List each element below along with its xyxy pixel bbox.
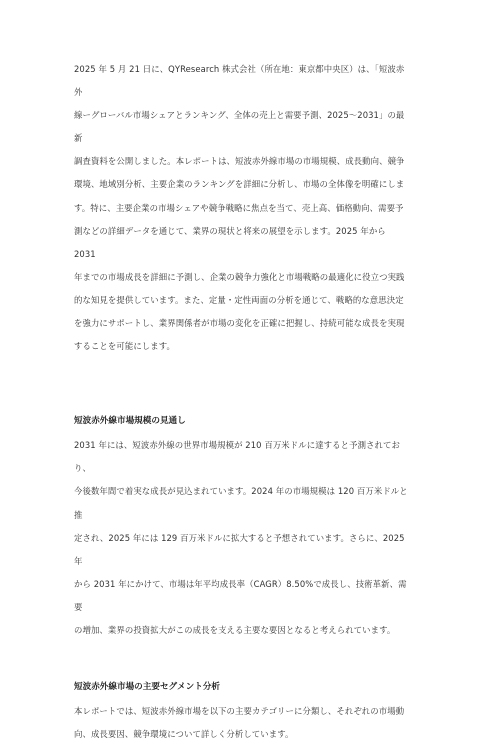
market-size-section bbox=[74, 410, 408, 642]
section-line: 本レポートでは、短波赤外線市場を以下の主要カテゴリーに分類し、それぞれの市場動 bbox=[74, 706, 405, 717]
section-line: 今後数年間で着実な成長が見込まれています。2024 年の市場規模は 120 百万米ドルと推 bbox=[74, 486, 408, 520]
intro-line: を強力にサポートし、業界関係者が市場の変化を正確に把握し、持続可能な成長を実現 bbox=[74, 318, 405, 329]
section-heading: 短波赤外線市場の主要セグメント分析 bbox=[74, 682, 221, 693]
intro-line: 的な知見を提供しています。また、定量・定性両面の分析を通じて、戦略的な意思決定 bbox=[74, 294, 404, 305]
intro-line: 2025 年 5 月 21 日に、QYResearch 株式会社（所在地：東京都中央区）は、「短波赤外 bbox=[74, 64, 405, 98]
intro-line: 線ーグローバル市場シェアとランキング、全体の売上と需要予測、2025〜2031」の最新 bbox=[74, 110, 405, 144]
intro-line: することを可能にします。 bbox=[74, 341, 176, 352]
section-line: から 2031 年にかけて、市場は年平均成長率（CAGR）8.50%で成長し、技術革新、需要 bbox=[74, 578, 407, 612]
segment-analysis-section bbox=[74, 676, 408, 746]
intro-line: す。特に、主要企業の市場シェアや競争戦略に焦点を当て、売上高、価格動向、需要予 bbox=[74, 202, 404, 213]
section-line: 定され、2025 年には 129 百万米ドルに拡大すると予想されています。さらに、2025 年 bbox=[74, 532, 405, 566]
section-line: 向、成長要因、競争環境について詳しく分析しています。 bbox=[74, 729, 294, 740]
intro-line: 測などの詳細データを通じて、業界の現状と将来の展望を示します。2025 年から 2031 bbox=[74, 225, 386, 259]
intro-paragraph bbox=[74, 58, 408, 358]
intro-line: 調査資料を公開しました。本レポートは、短波赤外線市場の市場規模、成長動向、競争 bbox=[74, 156, 405, 167]
intro-line: 環境、地域別分析、主要企業のランキングを詳細に分析し、市場の全体像を明確にしま bbox=[74, 179, 405, 190]
intro-line: 年までの市場成長を詳細に予測し、企業の競争力強化と市場戦略の最適化に役立つ実践 bbox=[74, 271, 405, 282]
document-page bbox=[74, 58, 408, 746]
section-heading: 短波赤外線市場規模の見通し bbox=[74, 416, 186, 427]
section-line: の増加、業界の投資拡大がこの成長を支える主要な要因となると考えられています。 bbox=[74, 624, 396, 635]
section-line: 2031 年には、短波赤外線の世界市場規模が 210 百万米ドルに達すると予測されており、 bbox=[74, 440, 400, 474]
